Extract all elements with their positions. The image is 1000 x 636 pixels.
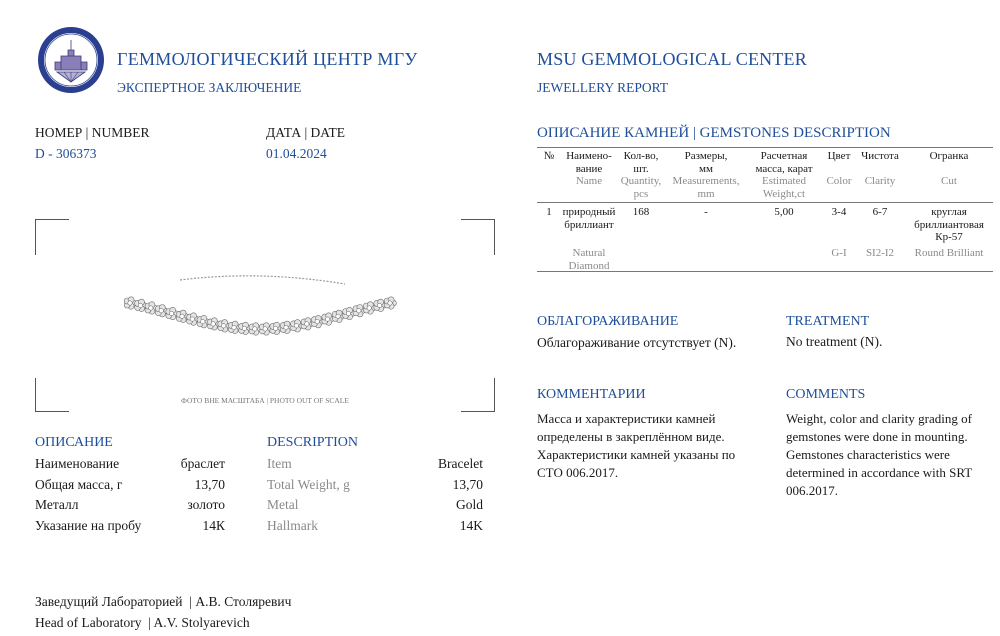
bracelet-flower-link bbox=[249, 323, 261, 336]
gem-cell-row-ru-2: 168 bbox=[632, 206, 650, 218]
gem-cell-row-ru-7: круглая бриллиантовая Кр-57 bbox=[914, 206, 984, 243]
gem-cell-headers-ru-7: Огранка bbox=[929, 150, 969, 162]
report-type-ru: ЭКСПЕРТНОЕ ЗАКЛЮЧЕНИЕ bbox=[117, 80, 302, 95]
gem-cell-headers-en-5: Color bbox=[826, 175, 852, 187]
treatment-heading-ru: ОБЛАГОРАЖИВАНИЕ bbox=[537, 314, 679, 329]
row-key: Metal bbox=[267, 497, 299, 512]
description-row-hallmark-en bbox=[267, 518, 483, 538]
row-value: Bracelet bbox=[438, 456, 483, 471]
row-value: 13,70 bbox=[452, 477, 483, 492]
gem-cell-row-ru-5: 3-4 bbox=[831, 206, 847, 218]
row-value: золото bbox=[187, 497, 225, 512]
bracelet-chain bbox=[180, 276, 345, 284]
row-key: Общая масса, г bbox=[35, 477, 123, 492]
photo-frame-corner bbox=[35, 378, 69, 412]
gem-cell-headers-en-6: Clarity bbox=[864, 175, 896, 187]
gem-cell-row-ru-1: природный бриллиант bbox=[562, 206, 616, 231]
photo-frame-corner bbox=[35, 219, 69, 255]
description-row-hallmark-ru bbox=[35, 518, 225, 538]
treatment-text-ru: Облагораживание отсутствует (N). bbox=[537, 335, 737, 350]
row-value: 14K bbox=[459, 518, 483, 533]
gem-cell-headers-ru-0: № bbox=[543, 150, 555, 162]
gem-cell-row-en-7: Round Brilliant bbox=[914, 247, 984, 259]
row-value: 13,70 bbox=[194, 477, 225, 492]
report-date-label: ДАТА | DATE bbox=[266, 125, 346, 140]
gem-cell-headers-ru-4: Расчетная масса, карат bbox=[755, 150, 813, 175]
report-number-label: НОМЕР | NUMBER bbox=[35, 125, 150, 140]
photo-scale-note: ФОТО ВНЕ МАСШТАБА | PHOTO OUT OF SCALE bbox=[181, 396, 349, 405]
description-row-item-en bbox=[267, 456, 483, 476]
gem-cell-headers-en-2: Quantity, pcs bbox=[620, 175, 662, 200]
gem-cell-headers-en-3: Measurements, mm bbox=[672, 175, 740, 200]
row-key: Item bbox=[267, 456, 292, 471]
row-key: Металл bbox=[35, 497, 79, 512]
photo-frame-corner bbox=[461, 378, 495, 412]
description-heading-ru: ОПИСАНИЕ bbox=[35, 435, 113, 450]
description-row-weight-en bbox=[267, 477, 483, 497]
row-key: Наименование bbox=[35, 456, 120, 471]
table-divider bbox=[537, 202, 993, 203]
gem-cell-row-en-5: G-I bbox=[831, 247, 847, 259]
treatment-heading-en: TREATMENT bbox=[786, 314, 870, 329]
gem-cell-headers-ru-2: Кол-во, шт. bbox=[623, 150, 659, 175]
gem-cell-row-ru-3: - bbox=[704, 206, 708, 218]
comments-text-en: Weight, color and clarity grading of gemstones were done in mounting. Gemstones characteristics were determined in accordance with SRT 006.2017. bbox=[786, 411, 972, 498]
gemstones-heading: ОПИСАНИЕ КАМНЕЙ | GEMSTONES DESCRIPTION bbox=[537, 125, 891, 141]
gem-cell-headers-ru-6: Чистота bbox=[861, 150, 899, 162]
row-key: Total Weight, g bbox=[267, 477, 350, 492]
report-number-value: D - 306373 bbox=[35, 146, 97, 161]
description-heading-en: DESCRIPTION bbox=[267, 435, 359, 450]
description-row-metal-ru bbox=[35, 497, 225, 517]
comments-heading-ru: КОММЕНТАРИИ bbox=[537, 387, 646, 402]
description-row-item-ru bbox=[35, 456, 225, 476]
head-of-lab-en: Head of Laboratory | A.V. Stolyarevich bbox=[35, 615, 250, 630]
description-row-weight-ru bbox=[35, 477, 225, 497]
gem-cell-row-ru-6: 6-7 bbox=[872, 206, 888, 218]
gem-cell-row-en-1: Natural Diamond bbox=[568, 247, 610, 272]
gem-cell-headers-ru-1: Наимено- вание bbox=[566, 150, 612, 175]
report-date-value: 01.04.2024 bbox=[266, 146, 327, 161]
photo-frame-corner bbox=[461, 219, 495, 255]
gem-cell-headers-en-4: Estimated Weight,ct bbox=[762, 175, 806, 200]
row-value: браслет bbox=[180, 456, 225, 471]
gem-cell-headers-ru-5: Цвет bbox=[827, 150, 851, 162]
row-value: 14К bbox=[202, 518, 225, 533]
treatment-text-en: No treatment (N). bbox=[786, 334, 883, 349]
head-of-lab-ru: Заведущий Лабораторией | А.В. Столяревич bbox=[35, 594, 292, 609]
gem-cell-row-ru-0: 1 bbox=[546, 206, 552, 218]
gem-cell-headers-ru-3: Размеры, мм bbox=[684, 150, 728, 175]
gem-cell-row-en-6: SI2-I2 bbox=[865, 247, 895, 259]
row-key: Hallmark bbox=[267, 518, 318, 533]
center-title-en: MSU GEMMOLOGICAL CENTER bbox=[537, 49, 807, 69]
row-value: Gold bbox=[456, 497, 483, 512]
bracelet-flower-link bbox=[384, 297, 396, 309]
center-title-ru: ГЕММОЛОГИЧЕСКИЙ ЦЕНТР МГУ bbox=[117, 49, 418, 69]
report-type-en: JEWELLERY REPORT bbox=[537, 80, 669, 95]
bracelet-flower-link bbox=[239, 322, 251, 334]
comments-text-ru: Масса и характеристики камней определены в закреплённом виде. Характеристики камней указаны по СТО 006.2017. bbox=[537, 411, 736, 480]
bracelet-flower-link bbox=[259, 323, 271, 336]
msu-university-seal-icon bbox=[37, 26, 105, 94]
gem-cell-headers-en-7: Cut bbox=[941, 175, 957, 187]
gem-cell-headers-en-1: Name bbox=[575, 175, 603, 187]
table-divider bbox=[537, 147, 993, 148]
gem-cell-row-ru-4: 5,00 bbox=[774, 206, 794, 218]
description-row-metal-en bbox=[267, 497, 483, 517]
bracelet-photo bbox=[120, 262, 400, 352]
comments-heading-en: COMMENTS bbox=[786, 387, 866, 402]
row-key: Указание на пробу bbox=[35, 518, 142, 533]
